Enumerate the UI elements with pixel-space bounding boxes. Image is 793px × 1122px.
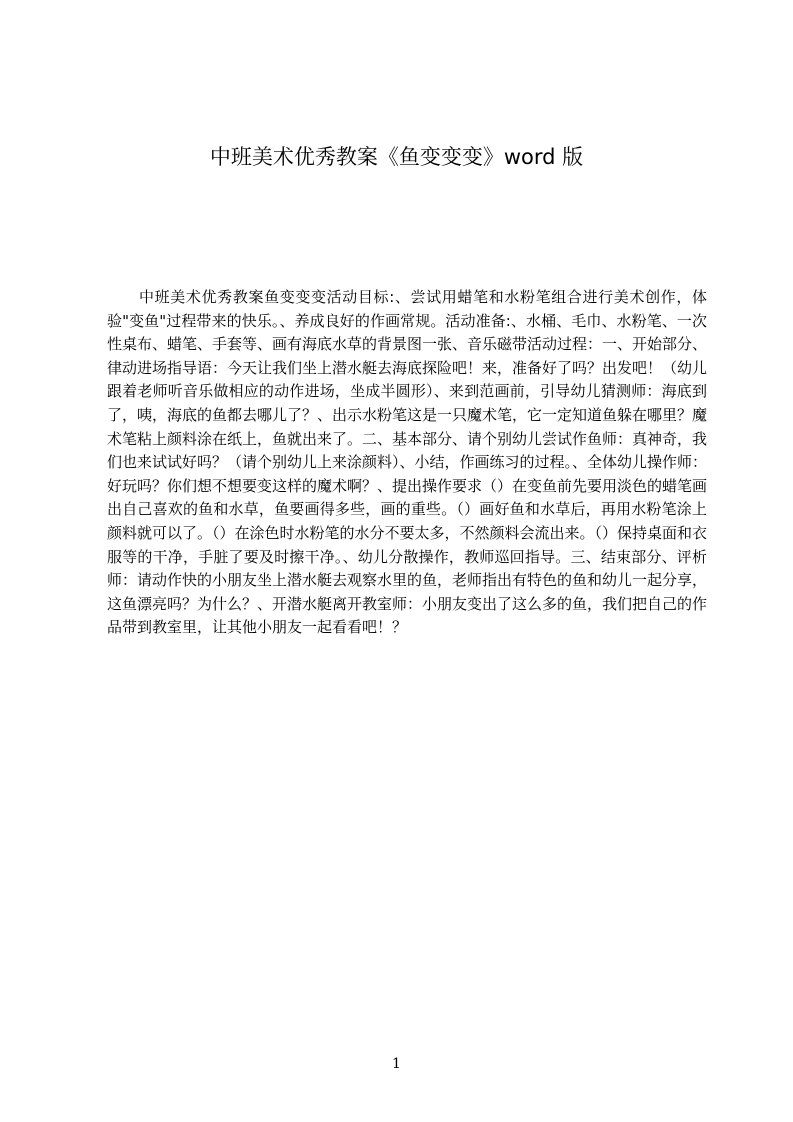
- document-title: 中班美术优秀教案《鱼变变变》word 版: [209, 145, 584, 169]
- document-body-paragraph: 中班美术优秀教案鱼变变变活动目标:、尝试用蜡笔和水粉笔组合进行美术创作，体验"变鱼"过程带来的快乐。、养成良好的作画常规。活动准备:、水桶、毛巾、水粉笔、一次性桌布、蜡笔、手套等、画有海底水草的背景图一张、音乐磁带活动过程：一、开始部分、律动进场指导语：今天让我们坐上潜水艇去海底探险吧！来，准备好了吗？出发吧！（幼儿跟着老师听音乐做相应的动作进场，坐成半圆形）、来到范画前，引导幼儿猜测师：海底到了，咦，海底的鱼都去哪儿了？、出示水粉笔这是一只魔术笔，它一定知道鱼躲在哪里？魔术笔粘上颜料涂在纸上，鱼就出来了。二、基本部分、请个别幼儿尝试作鱼师：真神奇，我们也来试试好吗？（请个别幼儿上来涂颜料）、小结，作画练习的过程。、全体幼儿操作师：好玩吗？你们想不想要变这样的魔术啊？、提出操作要求（）在变鱼前先要用淡色的蜡笔画出自己喜欢的鱼和水草，鱼要画得多些，画的重些。（）画好鱼和水草后，再用水粉笔涂上颜料就可以了。（）在涂色时水粉笔的水分不要太多，不然颜料会流出来。（）保持桌面和衣服等的干净，手脏了要及时擦干净。、幼儿分散操作，教师巡回指导。三、结束部分、评析师：请动作快的小朋友坐上潜水艇去观察水里的鱼，老师指出有特色的鱼和幼儿一起分享，这鱼漂亮吗？为什么？、开潜水艇离开教室师：小朋友变出了这么多的鱼，我们把自己的作品带到教室里，让其他小朋友一起看看吧！？: [107, 288, 708, 637]
- page-number: 1: [392, 1056, 401, 1072]
